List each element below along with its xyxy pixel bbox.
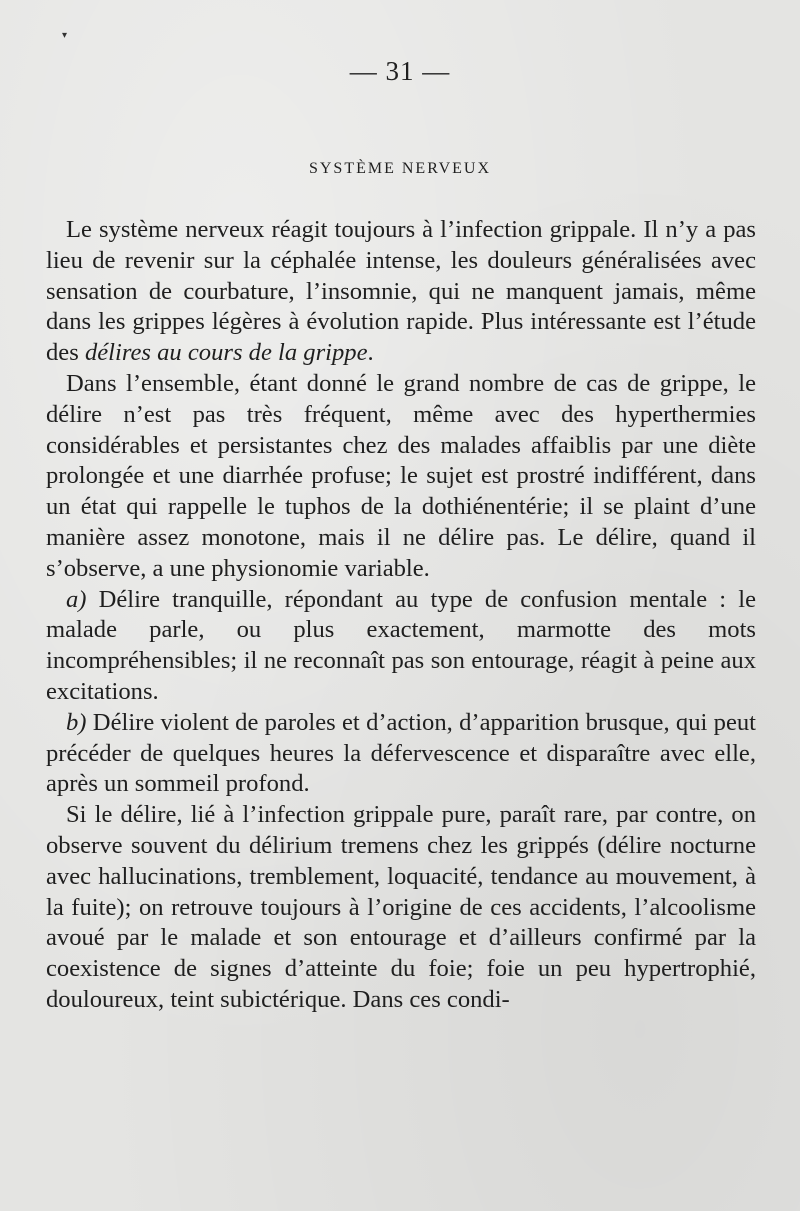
paragraph-frequency: Dans l’ensemble, étant donné le grand nombre de cas de grippe, le délire n’est pas très fréquent, même avec des hyperthermies considérables et persistantes chez des malades affaiblis par une diète prolongée et une diarrhée profuse; le sujet est prostré indifférent, dans un état qui rappelle le tuphos de la dothiénentérie; il se plaint d’une manière assez monotone, mais il ne délire pas. Le délire, quand il s’observe, a une physionomie variable.	[46, 369, 756, 582]
paragraph-intro-emphasis: délires au cours de la grippe	[84, 339, 368, 367]
list-marker-b: b)	[66, 708, 87, 736]
paragraph-quiet-delirium-text: Délire tranquille, répondant au type de confusion mentale : le malade parle, ou plus exactement, marmotte des mots incompréhensibles; il ne reconnaît pas son entourage, réagit à peine aux excitations.	[46, 585, 756, 705]
page-number: — 31 —	[349, 56, 451, 86]
list-marker-a: a)	[66, 585, 87, 613]
stray-print-mark: ▾	[62, 30, 68, 41]
paragraph-intro	[46, 215, 756, 369]
paragraph-delirium-tremens: Si le délire, lié à l’infection grippale pure, paraît rare, par contre, on observe souvent du délirium tremens chez les grippés (délire nocturne avec hallucinations, tremblement, loquacité, tendance au mouvement, à la fuite); on retrouve toujours à l’origine de ces accidents, l’alcoolisme avoué par le malade et son entourage et d’ailleurs confirmé par la coexistence de signes d’atteinte du foie; foie un peu hypertrophié, douloureux, teint subictérique. Dans ces condi-	[46, 801, 756, 1013]
paragraph-violent-delirium-text: Délire violent de paroles et d’action, d’apparition brusque, qui peut précéder de quelques heures la défervescence et disparaître avec elle, après un sommeil profond.	[46, 708, 756, 798]
paragraph-violent-delirium	[46, 708, 756, 800]
paragraph-intro-lead: Le système nerveux réagit toujours à l’infection grippale. Il n’y a pas lieu de revenir sur la céphalée intense, les douleurs généralisées avec sensation de courbature, l’insomnie, qui ne manquent jamais, même dans les grippes légères à évolution rapide. Plus intéressante est l’étude des	[46, 216, 756, 367]
paragraph-intro-tail: .	[367, 339, 374, 367]
section-title: SYSTÈME NERVEUX	[308, 160, 492, 177]
body-text	[46, 215, 756, 1016]
paragraph-quiet-delirium	[46, 585, 756, 708]
